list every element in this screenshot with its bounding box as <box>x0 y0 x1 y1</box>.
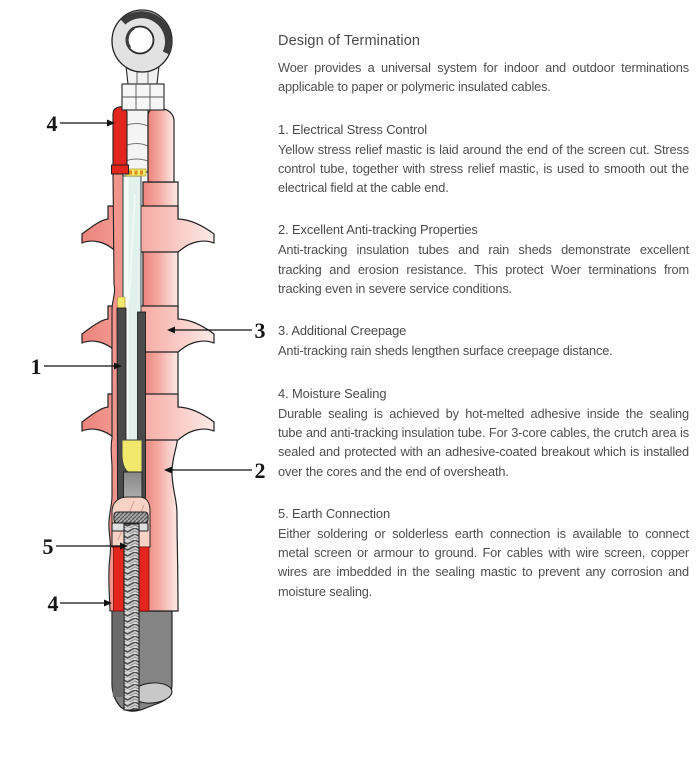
section-heading: 3. Additional Creepage <box>278 323 407 339</box>
section-moisture-sealing <box>278 386 689 481</box>
crimp-barrel <box>125 108 148 172</box>
rain-shed-2 <box>82 306 214 352</box>
rain-shed-1 <box>82 206 214 252</box>
section-body: Yellow stress relief mastic is laid around the end of the screen cut. Stress control tube, together with stress relief mastic, is used to smooth out the electrical field at the cable end. <box>278 141 689 196</box>
callout-3: 3 <box>254 318 266 343</box>
rain-shed-3 <box>82 394 214 440</box>
callout-4-bottom: 4 <box>47 591 59 616</box>
section-heading: 4. Moisture Sealing <box>278 385 387 401</box>
termination-diagram <box>0 0 270 757</box>
rain-sheds <box>82 206 214 440</box>
anti-tracking-tube-top <box>148 108 174 182</box>
section-body: Anti-tracking insulation tubes and rain sheds demonstrate excellent tracking and erosion resistance. This protect Woer terminations from tracking even in severe service conditions. <box>278 242 689 297</box>
stress-relief-mastic <box>122 440 142 472</box>
section-anti-tracking <box>278 222 689 298</box>
intro-paragraph: Woer provides a universal system for indoor and outdoor terminations applicable to paper or polymeric insulated cables. <box>278 60 689 95</box>
callout-5: 5 <box>42 534 54 559</box>
callout-4-top: 4 <box>46 111 58 136</box>
sealing-tube-top <box>112 107 129 174</box>
section-body: Anti-tracking rain sheds lengthen surface creepage distance. <box>278 343 613 359</box>
section-additional-creepage <box>278 323 689 360</box>
content-column <box>278 33 689 601</box>
section-heading: 1. Electrical Stress Control <box>278 121 428 137</box>
section-heading: 2. Excellent Anti-tracking Properties <box>278 222 478 238</box>
section-heading: 5. Earth Connection <box>278 505 391 521</box>
page-title: Design of Termination <box>278 33 421 49</box>
callout-2: 2 <box>254 458 266 483</box>
section-body: Either soldering or solderless earth connection is available to connect metal screen or armour to ground. For cables with wire screen, copper wires are imbedded in the sealing mastic to prevent any corrosion and moisture sealing. <box>278 525 689 599</box>
earth-braid <box>124 524 139 710</box>
section-electrical-stress-control <box>278 122 689 198</box>
section-body: Durable sealing is achieved by hot-melted adhesive inside the sealing tube and anti-tracking insulation tube. For 3-core cables, the crutch area is sealed and protected with an adhesive-coated breakout which is installed over the cores and the end of oversheath. <box>278 405 689 479</box>
section-earth-connection <box>278 506 689 601</box>
cable-oversheath <box>112 611 173 711</box>
cable-lug <box>112 10 172 72</box>
callout-1: 1 <box>30 354 42 379</box>
